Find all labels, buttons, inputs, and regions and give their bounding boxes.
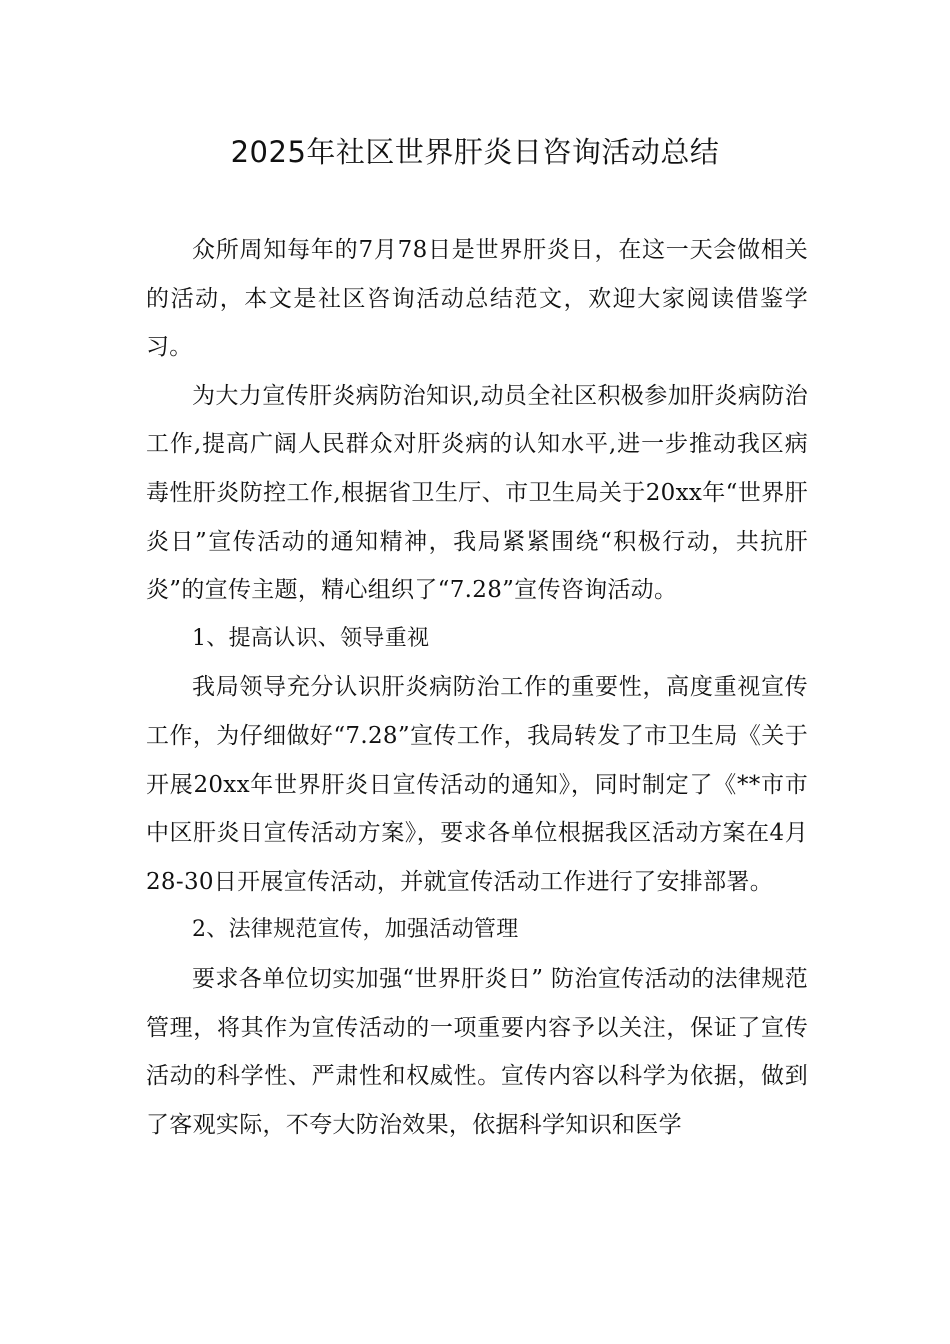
- paragraph-section-1: 我局领导充分认识肝炎病防治工作的重要性，高度重视宣传工作，为仔细做好“7.28”宣传工作，我局转发了市卫生局《关于开展20xx年世界肝炎日宣传活动的通知》，同时制定了《**市市中区肝炎日宣传活动方案》，要求各单位根据我区活动方案在4月28-30日开展宣传活动，并就宣传活动工作进行了安排部署。: [146, 674, 808, 895]
- section-heading-2: 2、法律规范宣传，加强活动管理: [192, 917, 519, 943]
- document-title: 2025年社区世界肝炎日咨询活动总结: [230, 135, 720, 169]
- document-body: [146, 226, 808, 1149]
- paragraph-intro: 众所周知每年的7月78日是世界肝炎日，在这一天会做相关的活动，本文是社区咨询活动总结范文，欢迎大家阅读借鉴学习。: [146, 237, 808, 361]
- paragraph-background: 为大力宣传肝炎病防治知识,动员全社区积极参加肝炎病防治工作,提高广阔人民群众对肝炎病的认知水平,进一步推动我区病毒性肝炎防控工作,根据省卫生厅、市卫生局关于20xx年“世界肝炎日”宣传活动的通知精神，我局紧紧围绕“积极行动，共抗肝炎”的宣传主题，精心组织了“7.28”宣传咨询活动。: [146, 382, 808, 604]
- paragraph-section-2: 要求各单位切实加强“世界肝炎日” 防治宣传活动的法律规范管理，将其作为宣传活动的一项重要内容予以关注，保证了宣传活动的科学性、严肃性和权威性。宣传内容以科学为依据，做到了客观实际，不夸大防治效果，依据科学知识和医学: [146, 965, 808, 1138]
- section-heading-1: 1、提高认识、领导重视: [192, 625, 430, 651]
